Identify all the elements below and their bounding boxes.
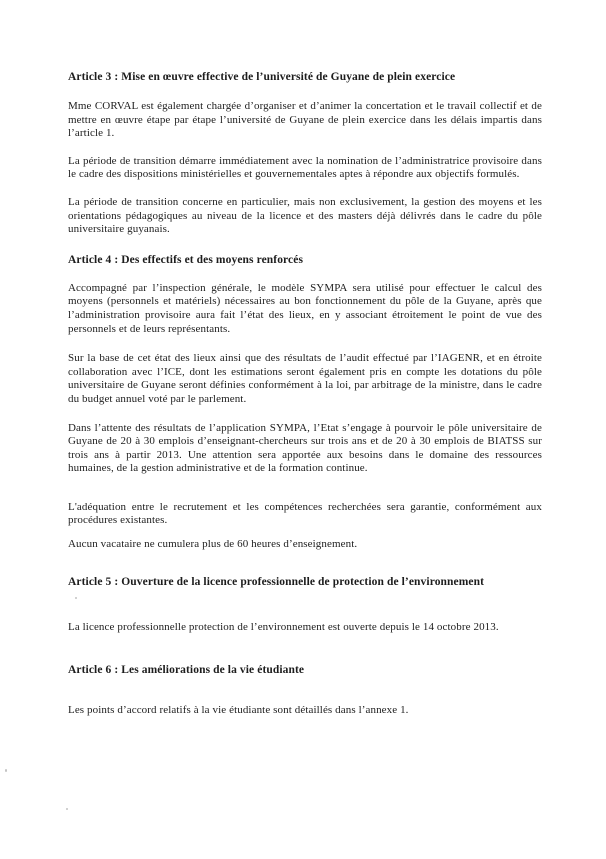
paragraph-article4-3: Dans l’attente des résultats de l’application SYMPA, l’Etat s’engage à pourvoir le pôle universitaire de Guyane de 20 à 30 emplois d’enseignant-chercheurs sur trois ans et de 20 à 30 emplois de BIATSS sur trois ans à partir 2013. Une attention sera apportée aux besoins dans le domaine des ressources humaines, de la gestion administrative et de la formation continue. xyxy=(68,421,542,475)
heading-article-6: Article 6 : Les améliorations de la vie étudiante xyxy=(68,664,305,677)
paragraph-article4-4: L'adéquation entre le recrutement et les compétences recherchées sera garantie, conformément aux procédures existantes. xyxy=(68,500,542,527)
scan-speck xyxy=(66,808,68,810)
paragraph-article3-3: La période de transition concerne en particulier, mais non exclusivement, la gestion des moyens et les orientations pédagogiques au niveau de la licence et des masters déjà délivrés dans le cadre du pôle universitaire guyanais. xyxy=(68,195,542,236)
heading-article-3: Article 3 : Mise en œuvre effective de l’université de Guyane de plein exercice xyxy=(68,71,456,83)
paragraph-article3-1: Mme CORVAL est également chargée d’organiser et d’animer la concertation et le travail collectif et de mettre en œuvre étape par étape l’université de Guyane de plein exercice dans les délais impartis dans l’article 1. xyxy=(68,100,542,140)
scan-speck xyxy=(75,597,77,599)
paragraph-article3-2: La période de transition démarre immédiatement avec la nomination de l’administratrice provisoire dans le cadre des dispositions ministérielles et gouvernementales aptes à répondre aux objectifs formulés. xyxy=(68,154,542,181)
paragraph-article4-1: Accompagné par l’inspection générale, le modèle SYMPA sera utilisé pour effectuer le calcul des moyens (personnels et matériels) nécessaires au bon fonctionnement du pôle de la Guyane, après que l’administration provisoire aura fait l’état des lieux, en y associant étroitement le point de vue des personnels et de leurs représentants. xyxy=(68,281,542,335)
paragraph-article6-1: Les points d’accord relatifs à la vie étudiante sont détaillés dans l’annexe 1. xyxy=(68,704,409,717)
paragraph-article4-2: Sur la base de cet état des lieux ainsi que des résultats de l’audit effectué par l’IAGENR, et en étroite collaboration avec l’ICE, dont les estimations seront également pris en compte les dotations du pôle universitaire de Guyane seront définies conformément à la loi, par arbitrage de la ministre, dans le cadre du budget annuel voté par le parlement. xyxy=(68,352,542,405)
heading-article-4: Article 4 : Des effectifs et des moyens renforcés xyxy=(68,253,304,266)
heading-article-5: Article 5 : Ouverture de la licence professionnelle de protection de l’environnement xyxy=(68,575,485,588)
scan-speck xyxy=(5,769,7,772)
paragraph-article5-1: La licence professionnelle protection de l’environnement est ouverte depuis le 14 octobre 2013. xyxy=(68,620,499,633)
paragraph-article4-5: Aucun vacataire ne cumulera plus de 60 heures d’enseignement. xyxy=(68,538,358,551)
document-text-block xyxy=(68,71,542,718)
